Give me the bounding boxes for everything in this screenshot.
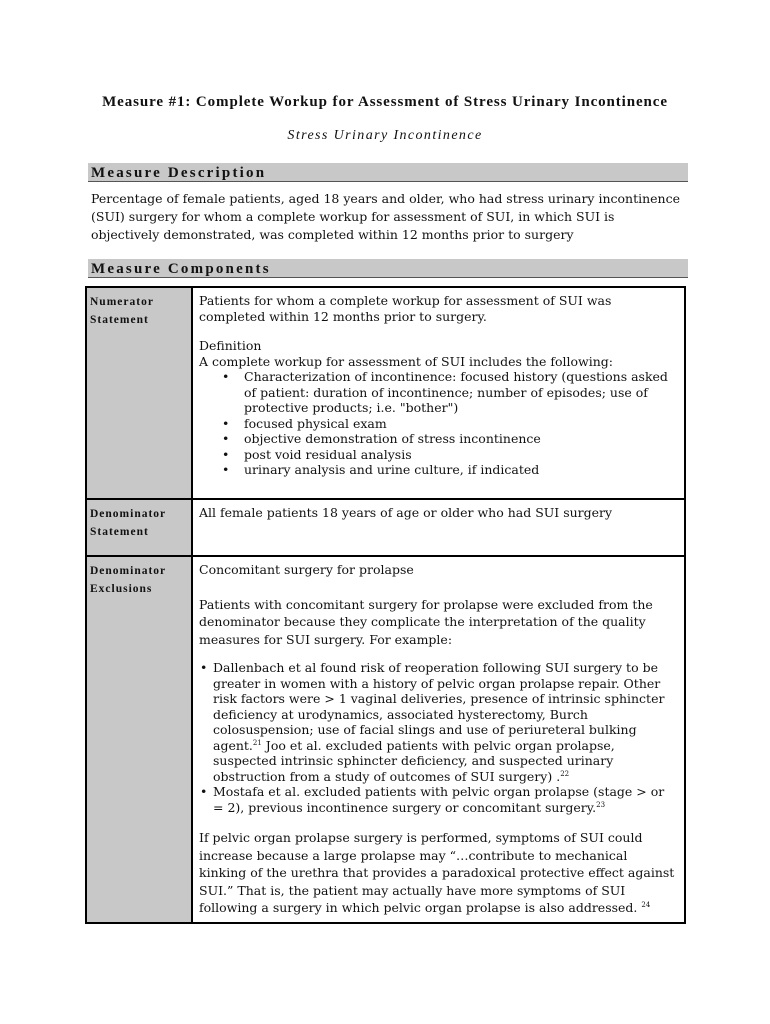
exclusions-content [192,556,685,923]
denominator-label: Denominator Statement [86,499,192,556]
list-item: • Characterization of incontinence: focused history (questions asked of patient: duration of incontinence; number of episodes; use of protective products; i.e. "bother") [244,369,678,416]
measure-components-heading: Measure Components [88,259,688,278]
list-item: • post void residual analysis [244,447,678,463]
exclusions-intro: Patients with concomitant surgery for prolapse were excluded from the denominator because they complicate the interpretation of the quality measures for SUI surgery. For example: [199,596,653,647]
measure-description-heading: Measure Description [88,163,688,182]
reference-24: 24 [641,901,651,909]
reference-22: 22 [560,769,570,778]
measure-components-table [85,286,686,924]
numerator-row [86,287,685,499]
definition-intro: A complete workup for assessment of SUI includes the following: [199,353,613,369]
definition-label: Definition [199,338,262,353]
denominator-statement: All female patients 18 years of age or older who had SUI surgery [199,505,613,520]
exclusions-row [86,556,685,923]
reference-21: 21 [252,738,262,747]
workup-items-list [199,369,678,478]
exclusions-list [199,660,678,815]
exclusions-label: Denominator Exclusions [86,556,192,923]
measure-description-text: Percentage of female patients, aged 18 years and older, who had stress urinary incontinence (SUI) surgery for whom a complete workup for assessment of SUI, in which SUI is objectively demonstrated, was completed within 12 months prior to surgery [91,191,681,242]
list-item: • objective demonstration of stress incontinence [244,431,678,447]
closing-text: If pelvic organ prolapse surgery is performed, symptoms of SUI could increase because a large prolapse may “…contribute to mechanical kinking of the urethra that provides a paradoxical protective effect against SUI.” That is, the patient may actually have more symptoms of SUI following a surgery in which pelvic organ prolapse is also addressed. [199,830,675,915]
exclusion-text-dallenbach: Dallenbach et al found risk of reoperation following SUI surgery to be greater in women with a history of pelvic organ prolapse repair. Other risk factors were > 1 vaginal deliveries, presence of intrinsic sphincter deficiency at urodynamics, associated hysterectomy, Burch colosuspension; use of facial slings and use of periureteral bulking agent. [213,660,665,753]
list-item: • urinary analysis and urine culture, if indicated [244,462,678,478]
exclusions-closing [199,829,678,917]
reference-23: 23 [596,800,606,809]
denominator-row [86,499,685,556]
page-title: Measure #1: Complete Workup for Assessment of Stress Urinary Incontinence [102,94,668,110]
list-item: • focused physical exam [244,416,678,432]
exclusion-text-mostafa: Mostafa et al. excluded patients with pelvic organ prolapse (stage > or = 2), previous incontinence surgery or concomitant surgery. [213,784,665,815]
denominator-content [192,499,685,556]
list-item [213,660,678,784]
page-subtitle: Stress Urinary Incontinence [287,128,483,143]
numerator-content [192,287,685,499]
list-item [213,784,678,815]
numerator-statement: Patients for whom a complete workup for assessment of SUI was completed within 12 months prior to surgery. [199,293,612,324]
exclusions-heading: Concomitant surgery for prolapse [199,562,414,577]
exclusion-text-joo: Joo et al. excluded patients with pelvic organ prolapse, suspected intrinsic sphincter deficiency, and suspected urinary obstruction from a study of outcomes of SUI surgery) . [213,737,615,784]
numerator-label: Numerator Statement [86,287,192,499]
